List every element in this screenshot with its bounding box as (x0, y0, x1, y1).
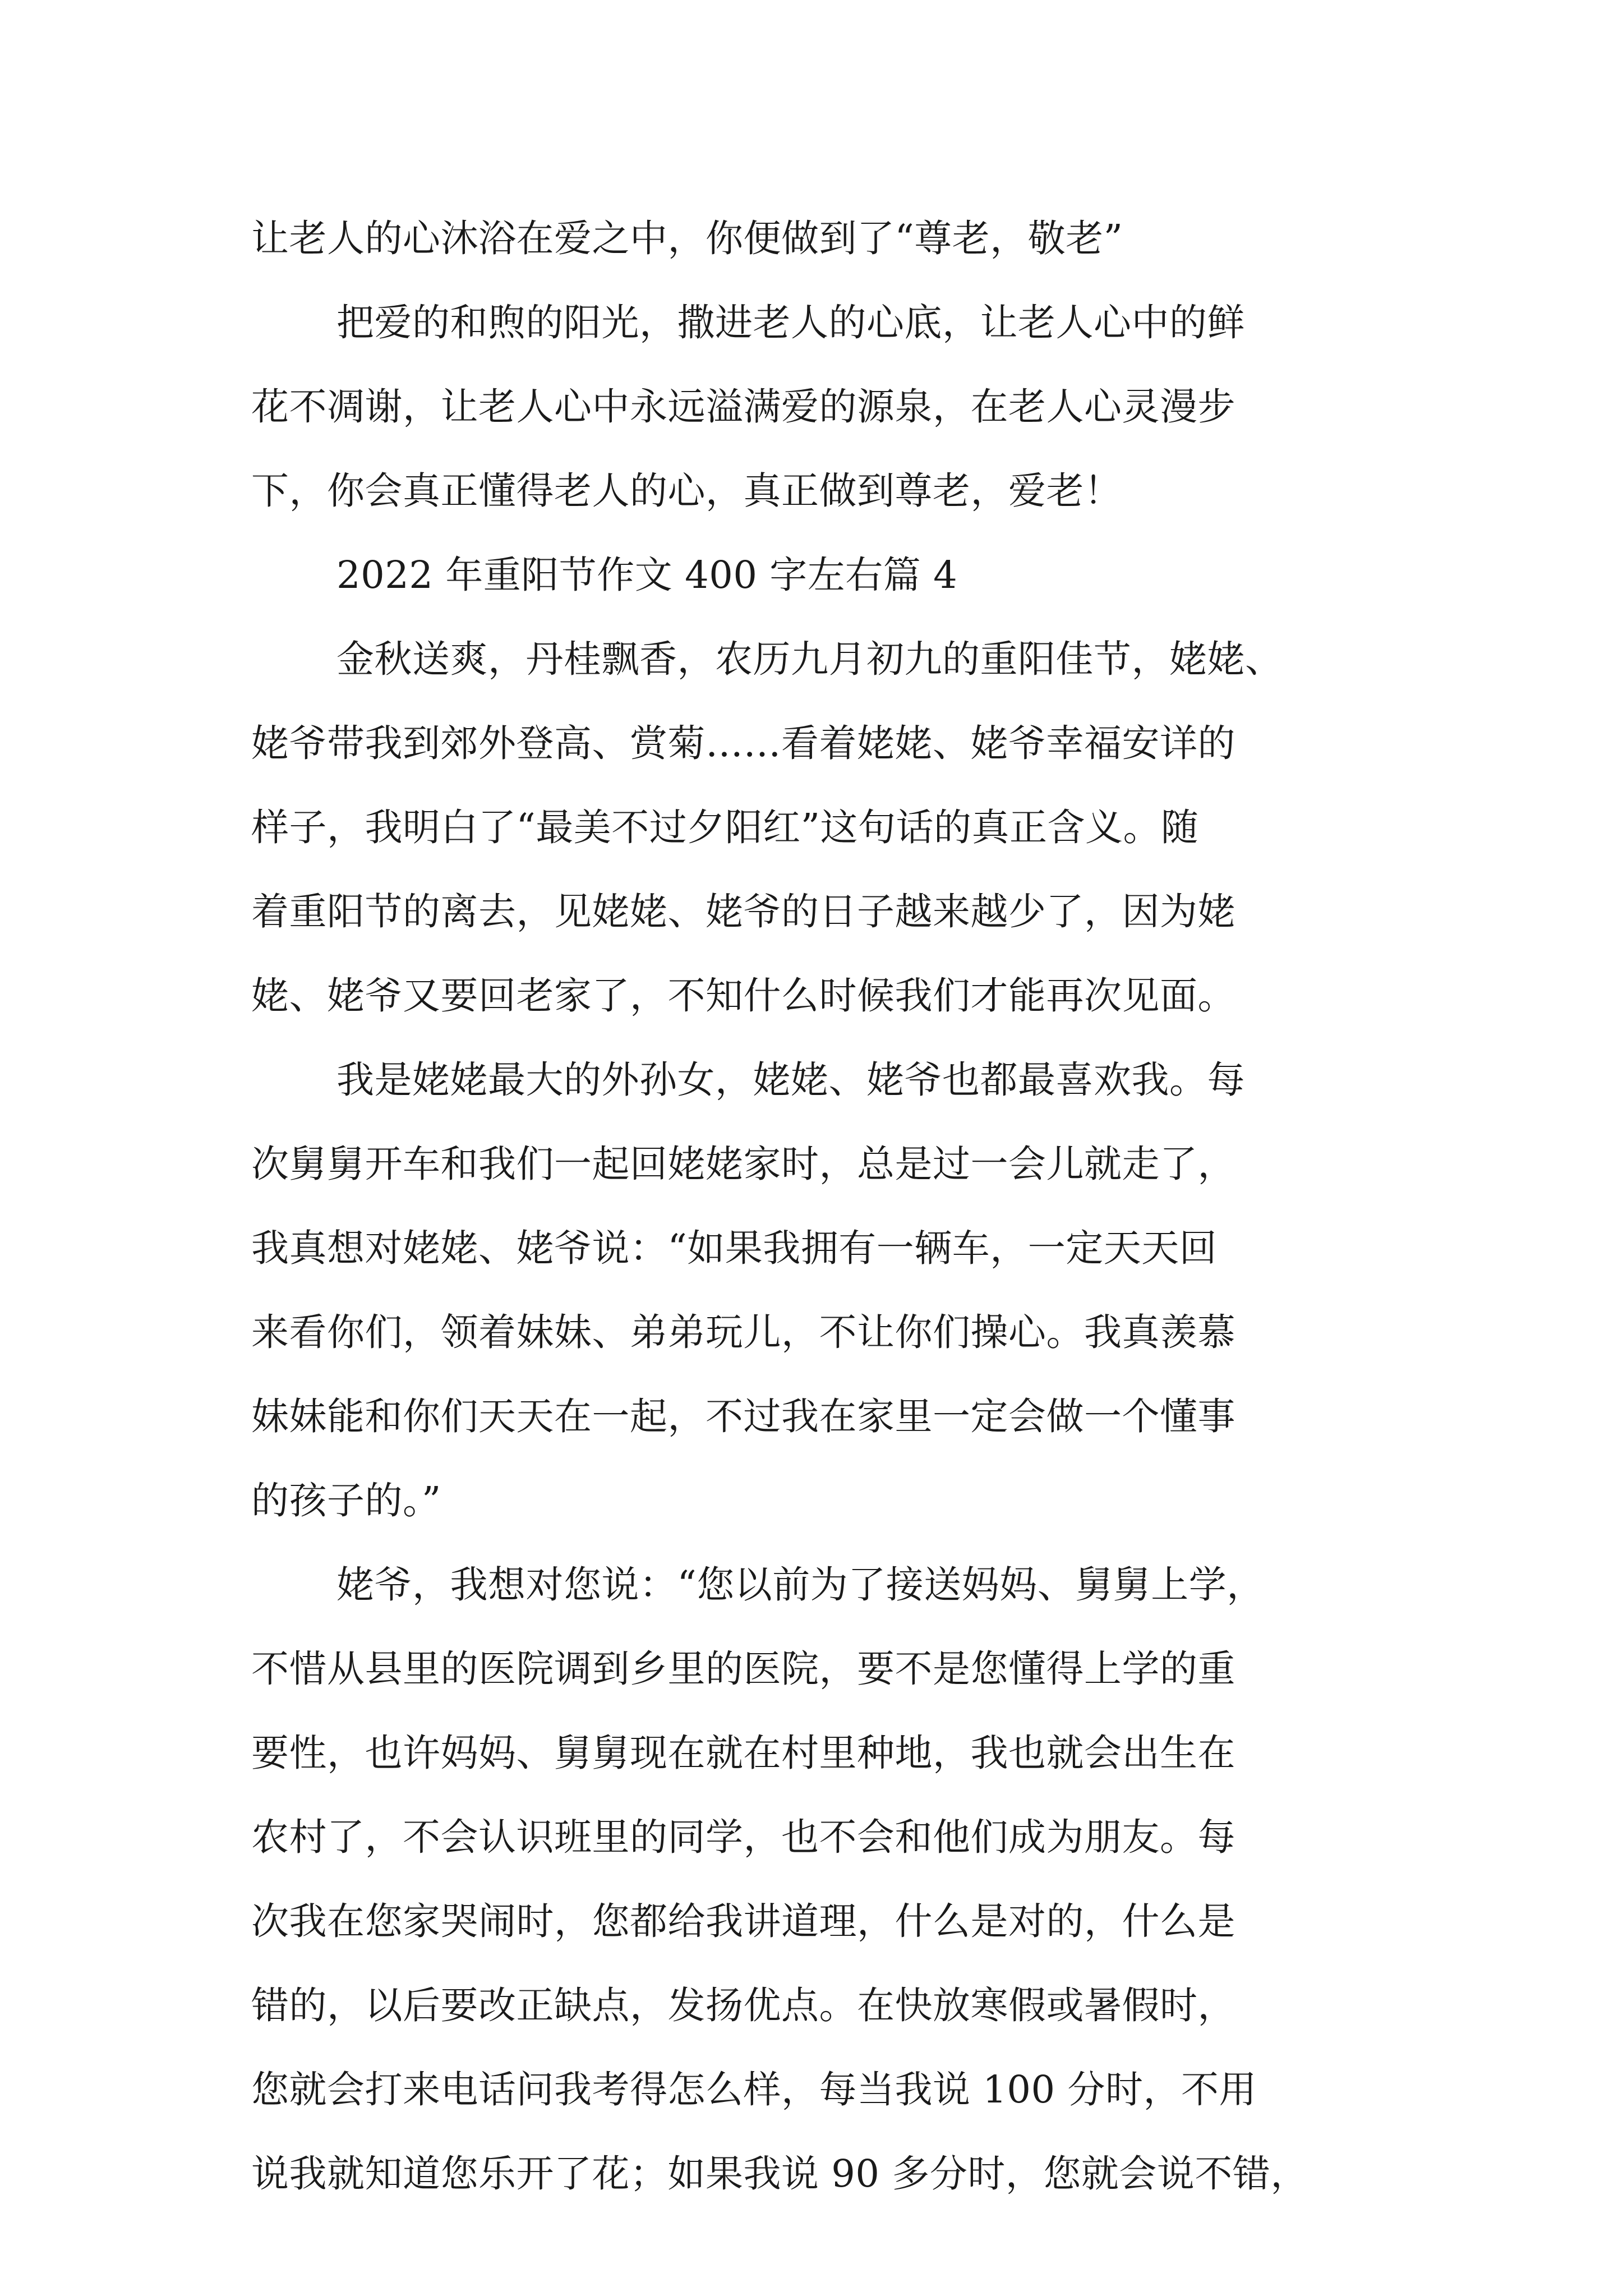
text-line: 您就会打来电话问我考得怎么样，每当我说 100 分时，不用 (251, 2068, 1257, 2111)
text-line: 错的，以后要改正缺点，发扬优点。在快放寒假或暑假时， (251, 1984, 1235, 2027)
section-heading: 2022 年重阳节作文 400 字左右篇 4 (336, 553, 958, 597)
text-line: 的孩子的。” (251, 1479, 441, 1522)
text-line: 姥爷带我到郊外登高、赏菊……看着姥姥、姥爷幸福安详的 (251, 721, 1235, 765)
text-line: 来看你们，领着妹妹、弟弟玩儿，不让你们操心。我真羡慕 (251, 1310, 1235, 1354)
text-line: 次舅舅开车和我们一起回姥姥家时，总是过一会儿就走了， (251, 1142, 1235, 1186)
text-line: 下，你会真正懂得老人的心，真正做到尊老，爱老！ (251, 469, 1122, 513)
text-line: 次我在您家哭闹时，您都给我讲道理，什么是对的，什么是 (251, 1899, 1235, 1943)
text-line: 花不凋谢，让老人心中永远溢满爱的源泉，在老人心灵漫步 (251, 385, 1235, 429)
text-line: 妹妹能和你们天天在一起，不过我在家里一定会做一个懂事 (251, 1395, 1235, 1438)
text-line: 农村了，不会认识班里的同学，也不会和他们成为朋友。每 (251, 1815, 1235, 1859)
paragraph-start: 我是姥姥最大的外孙女，姥姥、姥爷也都最喜欢我。每 (336, 1058, 1245, 1102)
text-line: 不惜从县里的医院调到乡里的医院，要不是您懂得上学的重 (251, 1647, 1235, 1691)
paragraph-start: 把爱的和煦的阳光，撒进老人的心底，让老人心中的鲜 (336, 301, 1245, 344)
text-line: 样子，我明白了“最美不过夕阳红”这句话的真正含义。随 (251, 806, 1199, 849)
text-line: 着重阳节的离去，见姥姥、姥爷的日子越来越少了，因为姥 (251, 890, 1235, 933)
paragraph-start: 姥爷，我想对您说：“您以前为了接送妈妈、舅舅上学， (336, 1563, 1265, 1607)
paragraph-start: 金秋送爽，丹桂飘香，农历九月初九的重阳佳节，姥姥、 (336, 637, 1283, 681)
text-line: 姥、姥爷又要回老家了，不知什么时候我们才能再次见面。 (251, 974, 1235, 1018)
text-line: 说我就知道您乐开了花；如果我说 90 多分时，您就会说不错， (251, 2152, 1308, 2196)
text-line: 让老人的心沐浴在爱之中，你便做到了“尊老，敬老” (251, 217, 1123, 260)
text-line: 我真想对姥姥、姥爷说：“如果我拥有一辆车，一定天天回 (251, 1226, 1218, 1270)
text-line: 要性，也许妈妈、舅舅现在就在村里种地，我也就会出生在 (251, 1731, 1235, 1775)
